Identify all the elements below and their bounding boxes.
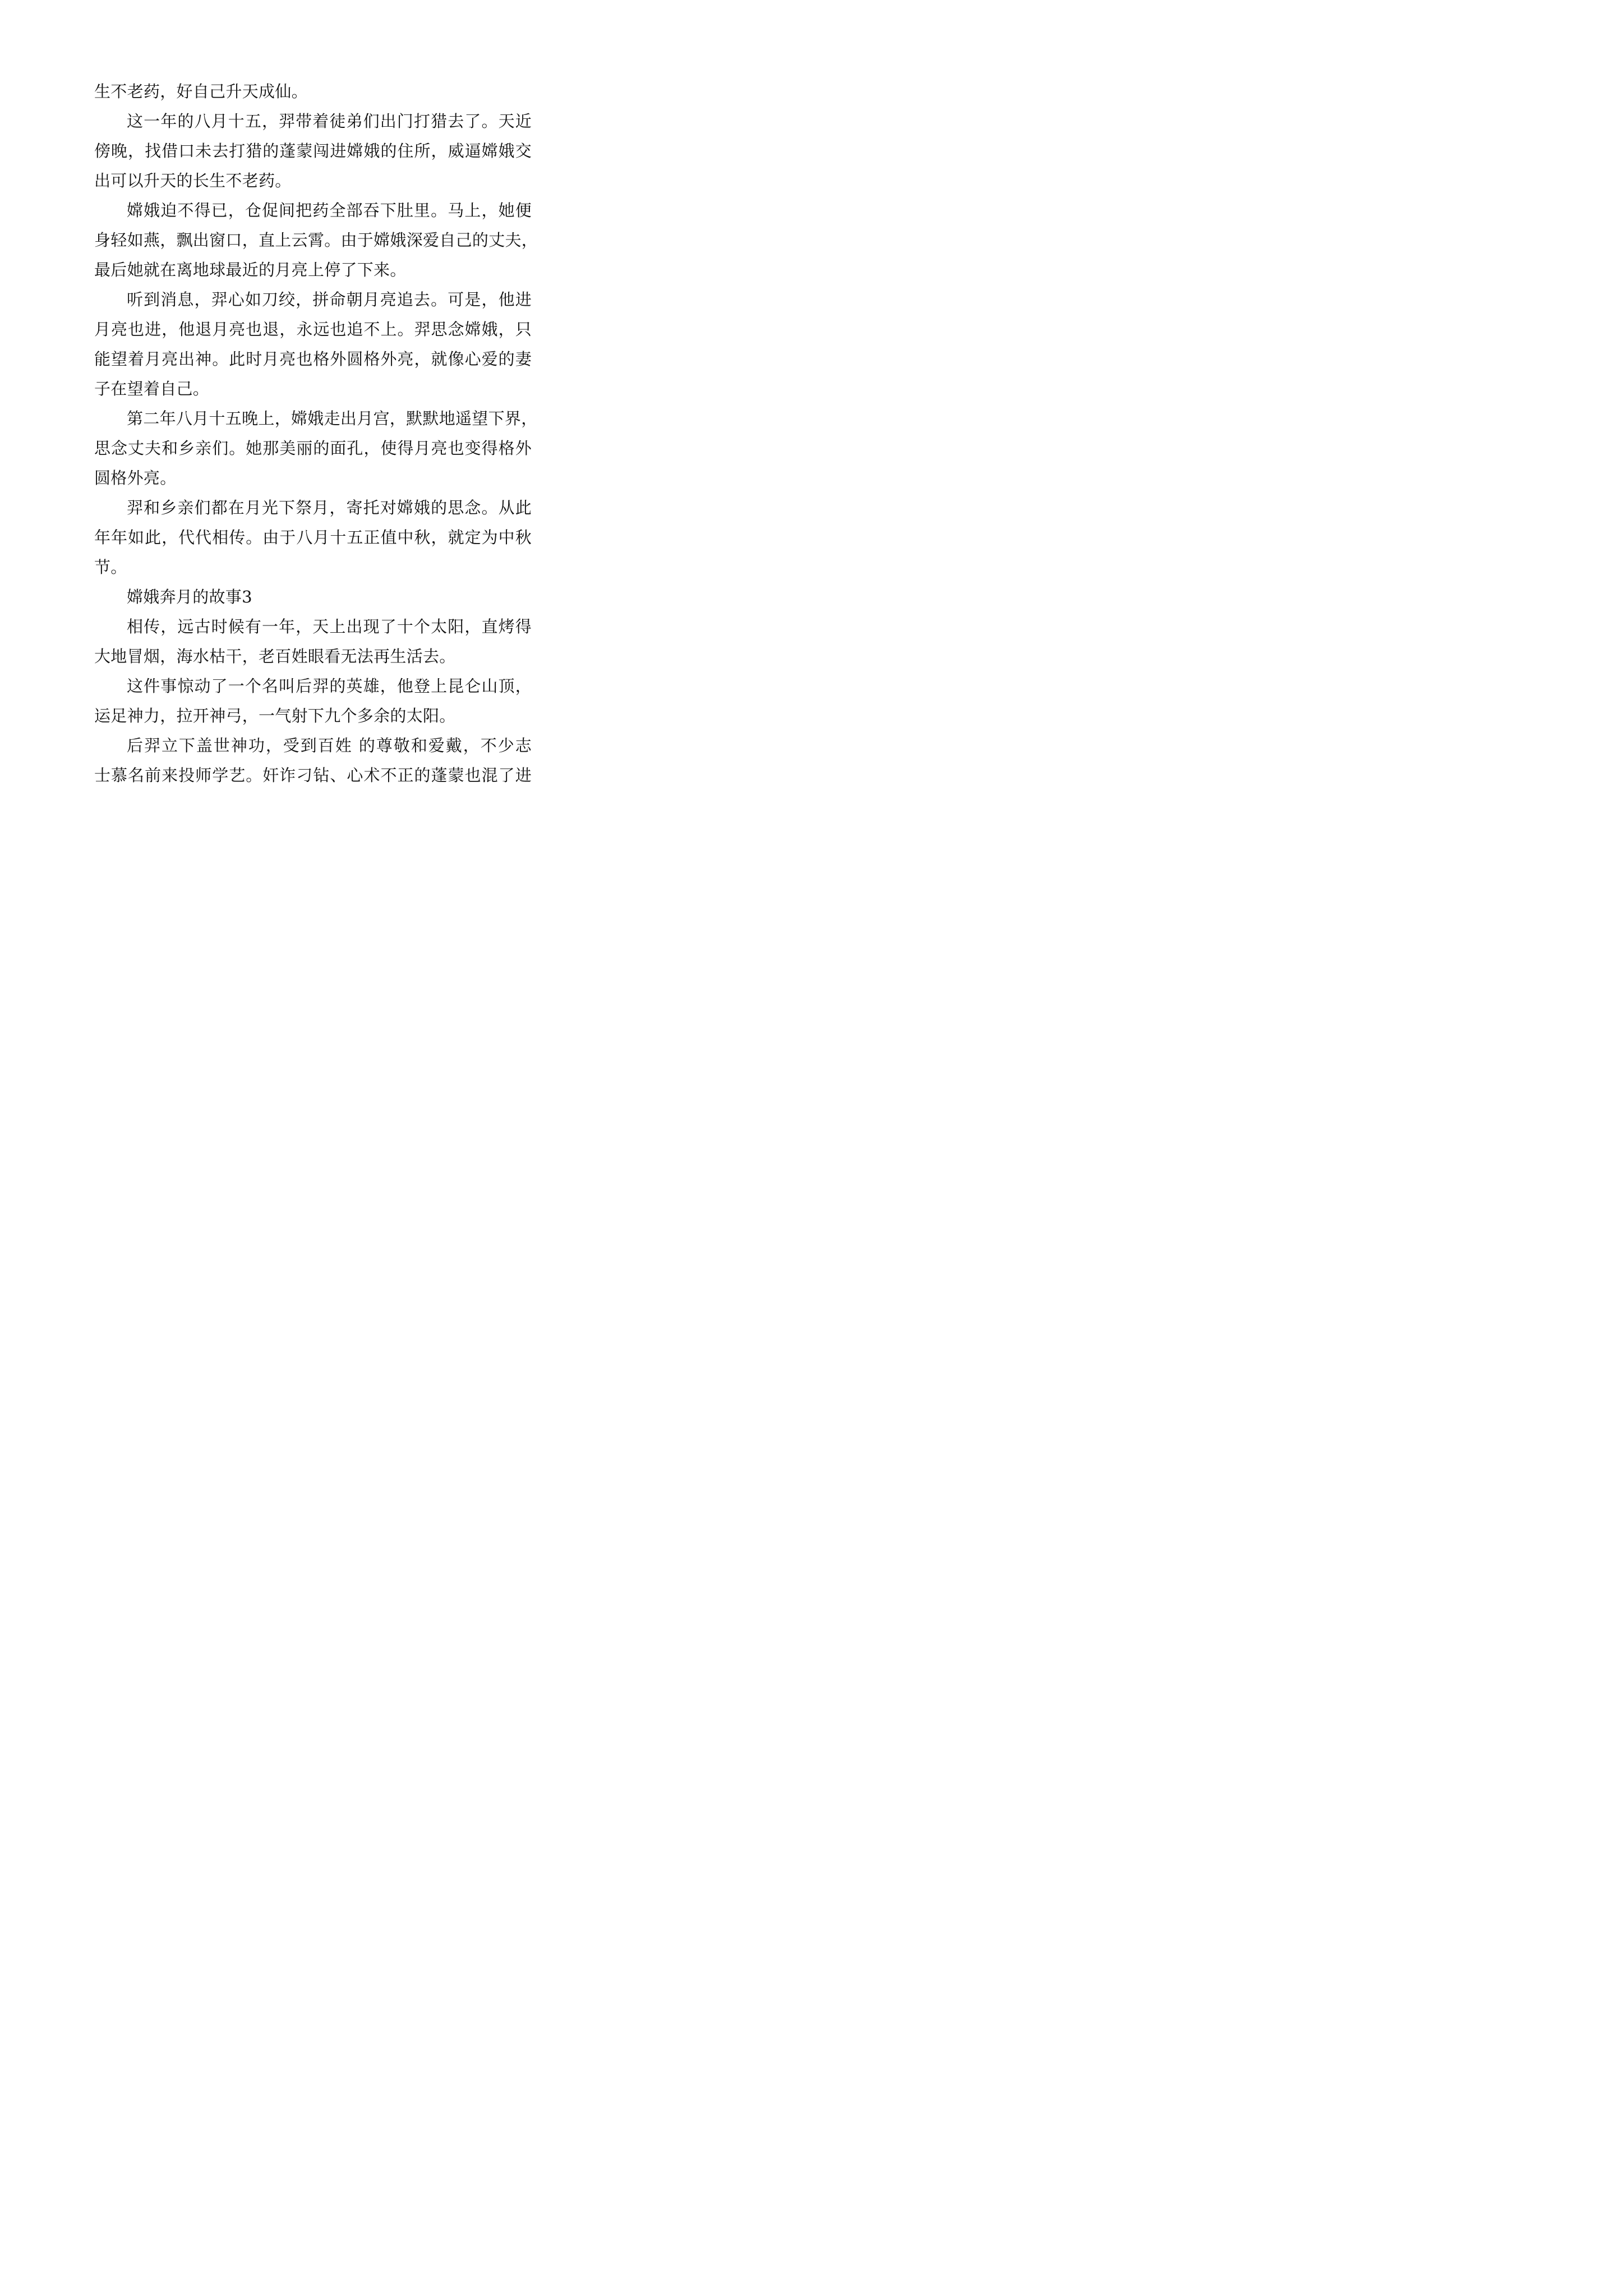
text-line: 士慕名前来投师学艺。奸诈刁钻、心术不正的蓬蒙也混了进 bbox=[94, 766, 532, 785]
paragraph-first-line: 后羿立下盖世神功，受到百姓 的尊敬和爱戴，不少志 bbox=[127, 736, 532, 755]
paragraph-first-line: 羿和乡亲们都在月光下祭月，寄托对嫦娥的思念。从此 bbox=[127, 498, 532, 517]
text-line: 运足神力，拉开神弓，一气射下九个多余的太阳。 bbox=[94, 706, 456, 725]
text-line: 出可以升天的长生不老药。 bbox=[94, 171, 292, 190]
text-line: 子在望着自己。 bbox=[94, 379, 210, 398]
text-line: 最后她就在离地球最近的月亮上停了下来。 bbox=[94, 260, 407, 279]
text-line: 圆格外亮。 bbox=[94, 468, 177, 487]
text-line: 大地冒烟，海水枯干，老百姓眼看无法再生活去。 bbox=[94, 647, 456, 666]
paragraph-first-line: 听到消息，羿心如刀绞，拼命朝月亮追去。可是，他进 bbox=[127, 290, 532, 309]
document-page bbox=[0, 0, 619, 875]
section-heading: 嫦娥奔月的故事3 bbox=[127, 587, 252, 606]
text-line: 月亮也进，他退月亮也退，永远也追不上。羿思念嫦娥，只 bbox=[94, 320, 532, 339]
paragraph-first-line: 这一年的八月十五，羿带着徒弟们出门打猎去了。天近 bbox=[127, 112, 532, 131]
paragraph-first-line: 第二年八月十五晚上，嫦娥走出月宫，默默地遥望下界， bbox=[127, 409, 538, 428]
text-line: 年年如此，代代相传。由于八月十五正值中秋，就定为中秋 bbox=[94, 528, 532, 547]
text-line: 身轻如燕，飘出窗口，直上云霄。由于嫦娥深爱自己的丈夫， bbox=[94, 231, 538, 250]
text-line: 傍晚，找借口未去打猎的蓬蒙闯进嫦娥的住所，威逼嫦娥交 bbox=[94, 141, 532, 160]
document-body bbox=[94, 77, 538, 790]
text-line: 思念丈夫和乡亲们。她那美丽的面孔，使得月亮也变得格外 bbox=[94, 439, 532, 458]
text-line: 能望着月亮出神。此时月亮也格外圆格外亮，就像心爱的妻 bbox=[94, 349, 532, 369]
text-line: 节。 bbox=[94, 558, 127, 577]
paragraph-first-line: 相传，远古时候有一年，天上出现了十个太阳，直烤得 bbox=[127, 617, 532, 636]
text-line: 生不老药，好自己升天成仙。 bbox=[94, 82, 308, 101]
paragraph-first-line: 这件事惊动了一个名叫后羿的英雄，他登上昆仑山顶， bbox=[127, 677, 532, 696]
paragraph-first-line: 嫦娥迫不得已，仓促间把药全部吞下肚里。马上，她便 bbox=[127, 201, 532, 220]
